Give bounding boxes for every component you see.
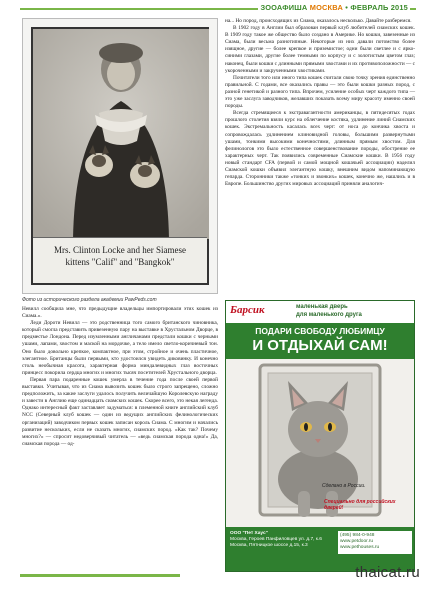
left-paragraph-1: Невилл сообщила мне, что предыдущие владельцы импортировали этих кошек из Сиама.».	[22, 306, 218, 320]
ad-addresses	[230, 531, 335, 549]
ad-phones-sites	[338, 531, 412, 554]
separator: •	[345, 3, 349, 12]
historical-photo	[22, 18, 218, 294]
ad-banner-line-1: ПОДАРИ СВОБОДУ ЛЮБИМЦУ	[255, 326, 385, 336]
ad-header	[226, 301, 414, 323]
ad-phone: (495) 984-0-948	[340, 533, 375, 538]
photo-credit: Фото из исторического раздела академии PawPeds.com	[22, 297, 157, 303]
right-paragraph-1: на... Но пород, происходящих из Сиама, оказалось несколько. Давайте разберемся.	[225, 18, 412, 24]
pet-door-advertisement	[225, 300, 415, 572]
page-header	[0, 0, 432, 16]
caption-line-2: kittens "Calif" and "Bangkok"	[65, 257, 175, 267]
ad-brand-logo: Барсик	[230, 304, 265, 316]
footer-rule	[20, 574, 180, 577]
ad-slogan-line-2: для маленького друга	[296, 312, 362, 318]
issue-date: ФЕВРАЛЬ 2015	[350, 3, 408, 12]
ad-banner-line-2: И ОТДЫХАЙ САМ!	[252, 337, 388, 354]
ad-slogan-line-1: маленькая дверь	[296, 304, 348, 310]
photo-image	[31, 27, 209, 285]
ad-cat-door-photo	[226, 359, 414, 527]
ad-banner	[226, 323, 414, 359]
magazine-name: ЗООАФИША	[260, 3, 308, 12]
city-name: МОСКВА	[309, 3, 343, 12]
ad-site-1[interactable]: www.petdoor.ru	[340, 539, 374, 545]
photo-caption	[33, 237, 207, 283]
left-paragraph-2: Леди Дороти Невилл — это родственница того самого британского чиновника, который смогла представить привезенную пару на выставке в Хрустальном Дворце, в предместье Лондона. Перед изумленными англичанами предстали кошки с черными ушами, лапами, хвостом и маской на мордочке, а тело имело светло-коричневый тон. Оно было довольно крепкое, компактное, при этом, стройное и очень пластичное, элегантное. Британцы были первыми, кто удостоился увидеть диковинку. И конечно столь необычная красота, характерная форма миндалевидных глаз восточных принцесс покорила сердца многих и многих тысяч посетителей Хрустального дворца.	[22, 320, 218, 376]
ad-promo-special: Специально для российских дверей!	[324, 499, 396, 511]
ad-site-2[interactable]: www.pethouses.ru	[340, 545, 380, 551]
right-paragraph-2: В 1902 году в Англии был образован первый клуб любителей сиамских кошек. В 1909 году такое же общество было создано в Америке. Но кошки, завезенные из Сиама, были весьма разнотипные. Некоторые из них давали потомство более изящное, другие — более крепкое и приземистое; одни были светлее и с ярко-синими глазами, другие более темными по корпусу и с золотистым цветом глаз; наконец, были кошки с длинными прямыми хвостами и их противоположности — с укороченными и закрученными хвостиками.	[225, 25, 415, 74]
left-column-text	[22, 306, 218, 448]
ad-address-2: Москва, Пятницкое шоссе д.15, к.3	[230, 543, 308, 548]
header-title	[258, 3, 410, 12]
right-paragraph-4: Всегда стремящиеся к экстравагантности американцы, в пятидесятых годах прошлого столетия взяли курс на облегчение костяка, удлинение линий Сиамских кошек. Экстремальность касалась всех черт: от носа до кончика хвоста и сопровождалась удлинением клиновидной головы, большими развернутыми ушами, тонкими высокими конечностями, длинным прямым хвостом. Для фелинологов это было естественное совершенствование породы, обострение ее характерных черт. Так появились современные Сиамские кошки. В 1956 году новый стандарт CFA (первой и самой мощной кошачьей ассоциации) наделил Сиамской кошки объявил элегантную кошку, внешним видом напоминающую гепарда. Сторонники также «тонких и звонких» кошек, конечно же, нашлись и в Европе. Большинство других мировых ассоциаций приняли аналогич-	[225, 110, 415, 188]
ad-company: ООО "Пет Хаус"	[230, 531, 268, 536]
ad-address-1: Москва, Героев Панфиловцев ул. д.7, к.6	[230, 537, 322, 542]
right-paragraph-3: Почитатели того или иного типа кошек считали свою точку зрения единственно правильной. С годами, все оказались правы — это были кошки разных пород, с разной генетикой и разного типа. Впрочем, усиление особых черт каждого типа — это уже заслуга заводчиков, желавших показать всему миру красоту именно своей породы.	[225, 74, 415, 110]
caption-line-1: Mrs. Clinton Locke and her Siamese	[54, 245, 186, 255]
site-watermark: thaicat.ru	[355, 564, 420, 581]
ad-promo-made-in: Сделано в России.	[322, 483, 366, 489]
left-paragraph-3: Первая пара подаренные кошек умерла в течение года после своей первой выставки. Учитывая, что из Сиама вывозить кошек было строго запрещено, сложно предположить, за какие заслуги удалось получить величайшую Королевскую награду и завести в Англию еще одинадцать сиамских кошек. Скорее всего, это некая легенда. Однако интересный факт заставляет задуматься: в племенной книге английский клуб NCC (Северный клуб кошек — один из ведущих английских фелинологических организаций) заводчиком первых кошек записан король Сиама. С многим и начались развитие нескольких, если не сказать многих, сиамских пород. «Как так? Почему многих?» — спросит недоверчивый читатель — «ведь сиамская порода одна!» Да, сиамская порода — од-	[22, 376, 218, 447]
right-column-text	[225, 18, 415, 188]
